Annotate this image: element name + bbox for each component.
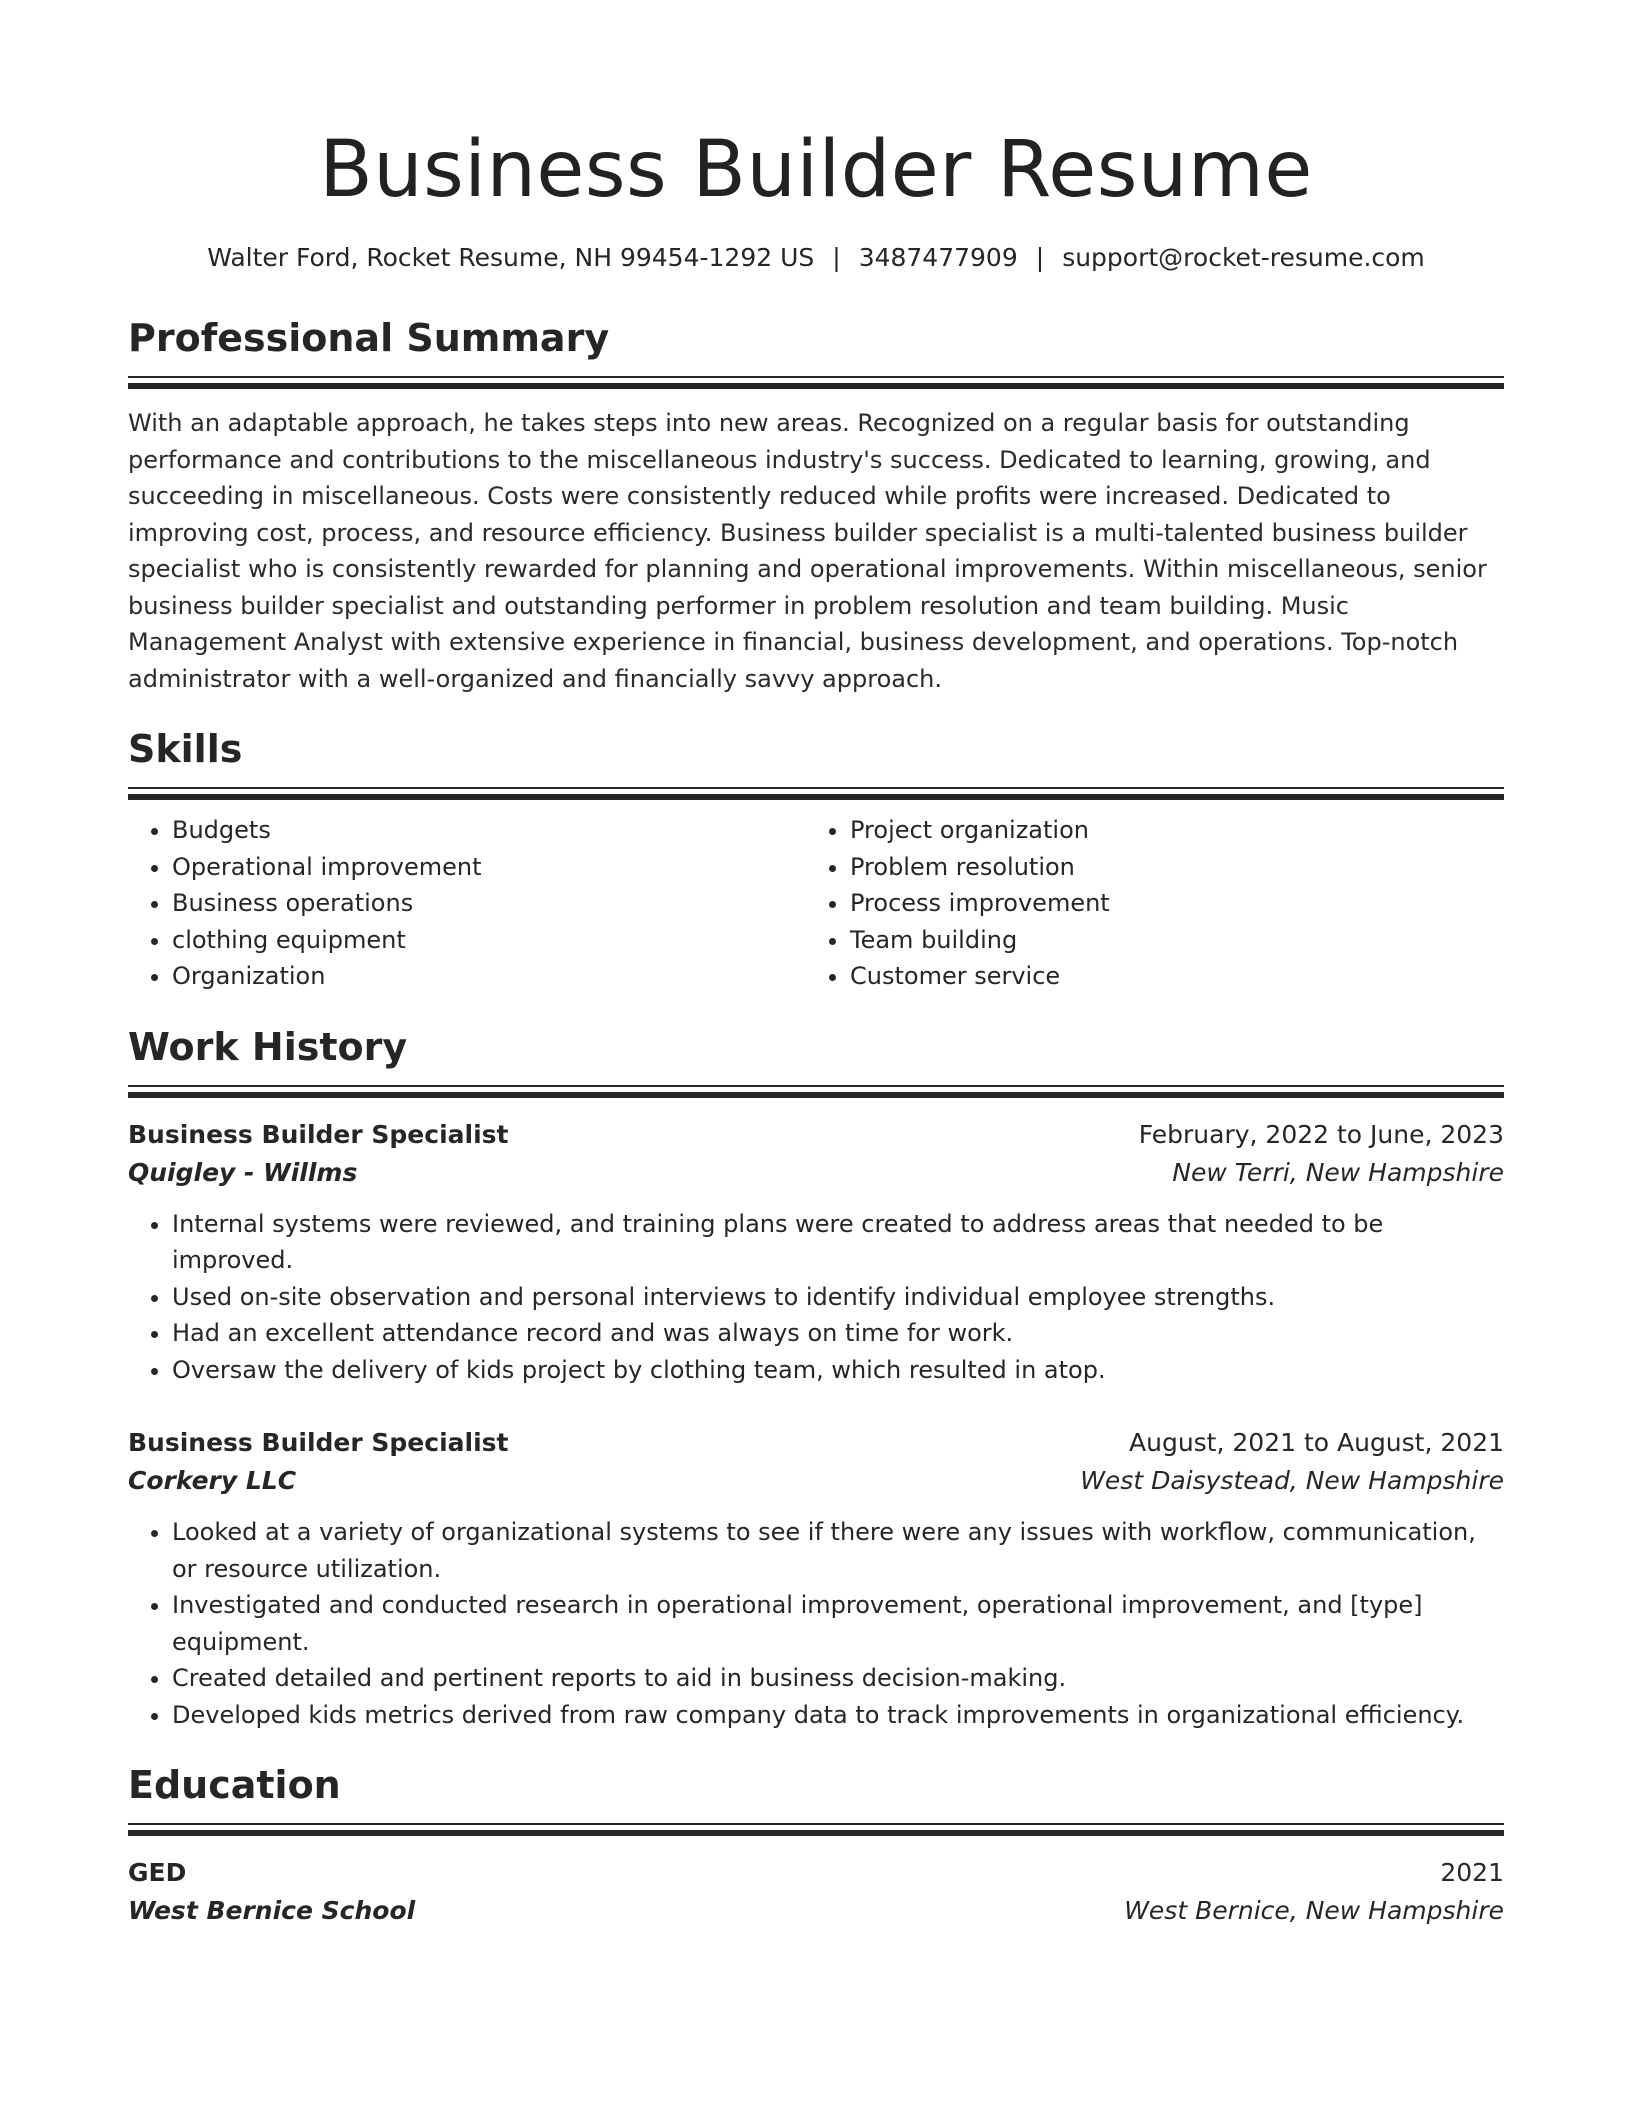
section-rule	[128, 1085, 1504, 1087]
contact-line	[128, 240, 1504, 276]
resume-title: Business Builder Resume	[319, 125, 1313, 215]
job-location: New Terri, New Hampshire	[1172, 1157, 1504, 1187]
job-dates: August, 2021 to August, 2021	[1129, 1428, 1504, 1457]
job-company: Corkery LLC	[128, 1466, 297, 1495]
skill-item: • Team building	[850, 922, 1484, 959]
job-company-row	[128, 1154, 1504, 1192]
education-entry	[128, 1854, 1504, 1930]
skill-item: • Customer service	[850, 958, 1484, 995]
section-rule-thick	[128, 794, 1504, 800]
contact-phone: 3487477909	[858, 243, 1018, 272]
education-header-row	[128, 1854, 1504, 1892]
job-title: Business Builder Specialist	[128, 1428, 509, 1457]
skill-item: • Business operations	[172, 885, 806, 922]
contact-address: Walter Ford, Rocket Resume, NH 99454-1292 US	[207, 243, 815, 272]
contact-separator: |	[1035, 243, 1045, 272]
skills-columns	[128, 812, 1504, 995]
skill-item: • Process improvement	[850, 885, 1484, 922]
section-rule	[128, 376, 1504, 378]
summary-text: With an adaptable approach, he takes steps into new areas. Recognized on a regular basis for outstanding performance and contributions to the miscellaneous industry's success. Dedicated to learning, growing, and succeeding in miscellaneous. Costs were consistently reduced while profits were increased. Dedicated to improving cost, process, and resource efficiency. Business builder specialist is a multi-talented business builder specialist who is consistently rewarded for planning and operational improvements. Within miscellaneous, senior business builder specialist and outstanding performer in problem resolution and team building. Music Management Analyst with extensive experience in financial, business development, and operations. Top-notch administrator with a well-organized and financially savvy approach.	[128, 409, 1487, 693]
job-bullet: • Looked at a variety of organizational systems to see if there were any issues with workflow, communication, or resource utilization.	[172, 1514, 1504, 1587]
section-rule	[128, 1823, 1504, 1825]
resume-content	[128, 118, 1504, 1930]
education-school: West Bernice School	[128, 1896, 416, 1925]
skill-item: • Budgets	[172, 812, 806, 849]
skills-section	[128, 725, 1504, 995]
job-bullet: • Developed kids metrics derived from raw company data to track improvements in organizational efficiency.	[172, 1697, 1504, 1734]
education-year: 2021	[1440, 1858, 1504, 1887]
skills-list-left	[128, 812, 806, 995]
job-company: Quigley - Willms	[128, 1157, 358, 1187]
contact-separator: |	[832, 243, 841, 272]
job-bullet: • Investigated and conducted research in operational improvement, operational improvement, and [type] equipment.	[172, 1587, 1504, 1660]
job-bullet: • Internal systems were reviewed, and training plans were created to address areas that needed to be improved.	[172, 1206, 1504, 1279]
section-rule-thick	[128, 1092, 1504, 1098]
job-bullet: • Had an excellent attendance record and was always on time for work.	[172, 1315, 1504, 1352]
section-title-education: Education	[128, 1763, 341, 1807]
section-rule	[128, 787, 1504, 789]
job-bullet: • Created detailed and pertinent reports to aid in business decision-making.	[172, 1660, 1504, 1697]
job-bullets	[128, 1514, 1504, 1733]
skill-item: • Project organization	[850, 812, 1484, 849]
education-degree: GED	[128, 1858, 187, 1887]
skill-item: • Operational improvement	[172, 849, 806, 886]
skill-item: • Problem resolution	[850, 849, 1484, 886]
job-bullet: • Used on-site observation and personal interviews to identify individual employee strengths.	[172, 1279, 1504, 1316]
job-location: West Daisystead, New Hampshire	[1080, 1466, 1504, 1495]
section-rule-thick	[128, 1830, 1504, 1836]
job-bullet: • Oversaw the delivery of kids project by clothing team, which resulted in atop.	[172, 1352, 1504, 1389]
summary-section	[128, 314, 1504, 697]
job-bullets	[128, 1206, 1504, 1389]
section-title-work: Work History	[128, 1024, 408, 1069]
skill-item: • clothing equipment	[172, 922, 806, 959]
skill-item: • Organization	[172, 958, 806, 995]
job-dates: February, 2022 to June, 2023	[1138, 1119, 1504, 1149]
job-company-row	[128, 1462, 1504, 1500]
job-header-row	[128, 1424, 1504, 1462]
job-title: Business Builder Specialist	[128, 1119, 509, 1149]
contact-email: support@rocket-resume.com	[1062, 243, 1425, 272]
section-rule-thick	[128, 383, 1504, 389]
skills-list-right	[806, 812, 1484, 995]
section-title-summary: Professional Summary	[128, 316, 610, 360]
job-entry	[128, 1424, 1504, 1733]
job-header-row	[128, 1116, 1504, 1154]
education-section	[128, 1761, 1504, 1930]
section-title-skills: Skills	[128, 727, 243, 771]
job-entry	[128, 1116, 1504, 1389]
work-history-section	[128, 1023, 1504, 1734]
education-location: West Bernice, New Hampshire	[1124, 1896, 1504, 1925]
education-school-row	[128, 1892, 1504, 1930]
